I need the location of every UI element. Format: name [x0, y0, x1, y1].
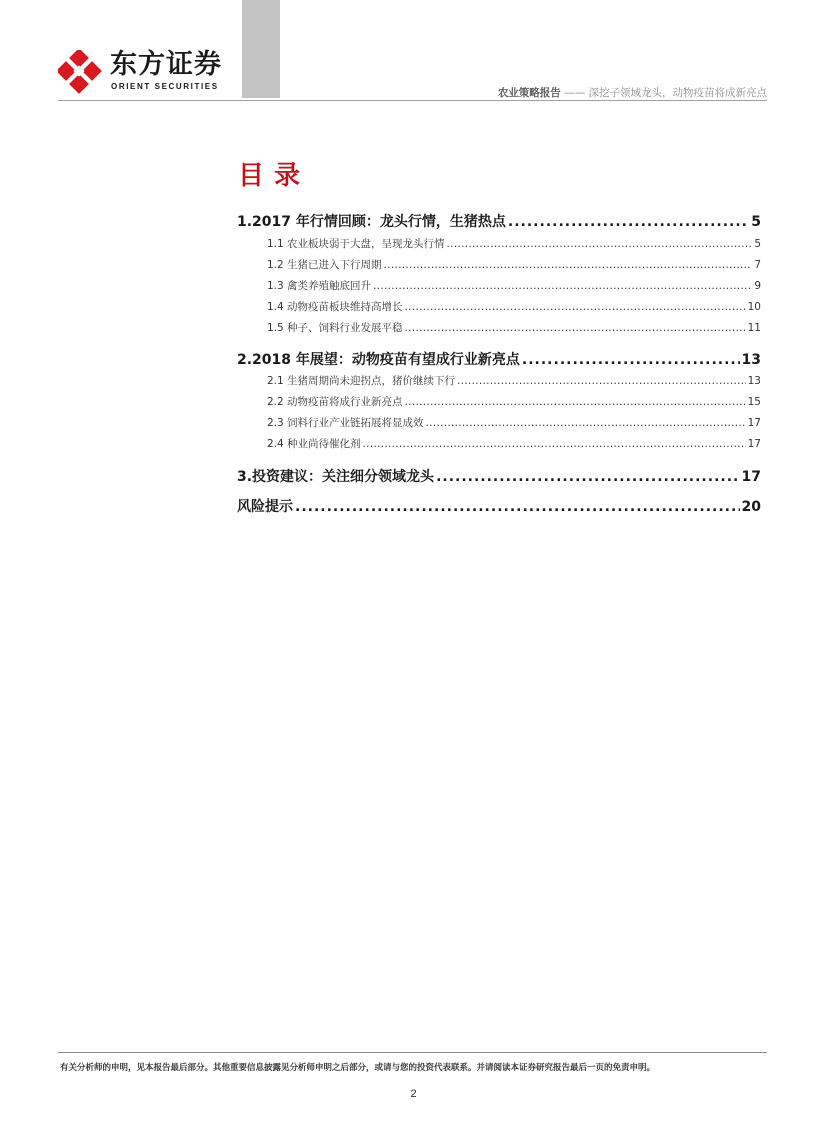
toc-leader-dots	[508, 214, 749, 230]
toc-entry-1-2[interactable]	[237, 257, 761, 272]
toc-entry-text: 2.3 饲料行业产业链拓展将显成效	[267, 417, 424, 429]
toc-entry-page: 11	[747, 322, 761, 334]
toc-leader-dots	[405, 322, 746, 334]
toc-leader-dots	[457, 375, 746, 387]
toc-entry-page: 15	[747, 396, 761, 408]
toc-leader-dots	[426, 417, 746, 429]
toc-entry-1-3[interactable]	[237, 278, 761, 293]
orient-logo-icon	[58, 50, 102, 94]
toc-entry-text: 1.2017 年行情回顾：龙头行情，生猪热点	[237, 214, 506, 230]
report-subtitle: 深挖子领域龙头，动物疫苗将成新亮点	[588, 87, 767, 99]
toc-entry-risk[interactable]	[237, 496, 761, 516]
toc-entry-text: 2.2018 年展望：动物疫苗有望成行业新亮点	[237, 352, 520, 368]
toc-entry-1-4[interactable]	[237, 299, 761, 314]
toc-entry-page: 17	[747, 438, 761, 450]
toc-entry-2-4[interactable]	[237, 436, 761, 451]
toc-leader-dots	[405, 301, 746, 313]
toc-entry-section-2[interactable]	[237, 349, 761, 369]
toc-entry-section-3[interactable]	[237, 466, 761, 486]
report-header-line	[498, 85, 767, 100]
logo-chinese-name: 东方证券	[110, 49, 222, 80]
toc-leader-dots	[436, 469, 739, 485]
footer-disclaimer: 有关分析师的申明，见本报告最后部分。其他重要信息披露见分析师申明之后部分，或请与您的投资代表联系。并请阅读本证券研究报告最后一页的免责申明。	[60, 1063, 656, 1073]
toc-entry-section-1[interactable]	[237, 211, 761, 231]
logo-english-name: ORIENT SECURITIES	[111, 82, 219, 91]
toc-entry-text: 3.投资建议：关注细分领域龙头	[237, 469, 435, 485]
toc-entry-2-2[interactable]	[237, 394, 761, 409]
report-type: 农业策略报告	[497, 87, 561, 99]
toc-entry-text: 2.1 生猪周期尚未迎拐点，猪价继续下行	[267, 375, 456, 387]
toc-entry-page: 7	[754, 259, 761, 271]
toc-entry-text: 1.3 禽类养殖触底回升	[267, 280, 372, 292]
toc-leader-dots	[384, 259, 753, 271]
toc-entry-page: 5	[751, 214, 761, 230]
toc-leader-dots	[447, 238, 753, 250]
footer-rule	[58, 1052, 767, 1053]
toc-entry-text: 1.1 农业板块弱于大盘，呈现龙头行情	[267, 238, 445, 250]
toc-entry-page: 13	[741, 352, 761, 368]
toc-entry-text: 1.2 生猪已进入下行周期	[267, 259, 382, 271]
toc-title: 目录	[238, 161, 311, 191]
toc-entry-page: 13	[747, 375, 761, 387]
toc-entry-1-5[interactable]	[237, 320, 761, 335]
toc-entry-page: 9	[754, 280, 761, 292]
toc-entry-2-3[interactable]	[237, 415, 761, 430]
toc-entry-text: 1.5 种子、饲料行业发展平稳	[267, 322, 403, 334]
company-logo	[58, 48, 248, 96]
toc-entry-page: 5	[754, 238, 761, 250]
toc-entry-text: 1.4 动物疫苗板块维持高增长	[267, 301, 403, 313]
toc-entry-1-1[interactable]	[237, 236, 761, 251]
toc-entry-2-1[interactable]	[237, 373, 761, 388]
page-number: 2	[410, 1088, 417, 1100]
toc-entry-page: 17	[741, 469, 761, 485]
header-separator: ——	[560, 87, 589, 99]
toc-entry-page: 17	[747, 417, 761, 429]
toc-leader-dots	[522, 352, 740, 368]
toc-entry-text: 2.4 种业尚待催化剂	[267, 438, 361, 450]
toc-leader-dots	[373, 280, 752, 292]
toc-entry-text: 风险提示	[237, 499, 293, 515]
toc-entry-page: 20	[741, 499, 761, 515]
toc-entry-text: 2.2 动物疫苗将成行业新亮点	[267, 396, 403, 408]
toc-entry-page: 10	[747, 301, 761, 313]
toc-leader-dots	[363, 438, 746, 450]
toc-leader-dots	[295, 499, 740, 515]
header-rule	[58, 100, 767, 101]
toc-leader-dots	[405, 396, 746, 408]
